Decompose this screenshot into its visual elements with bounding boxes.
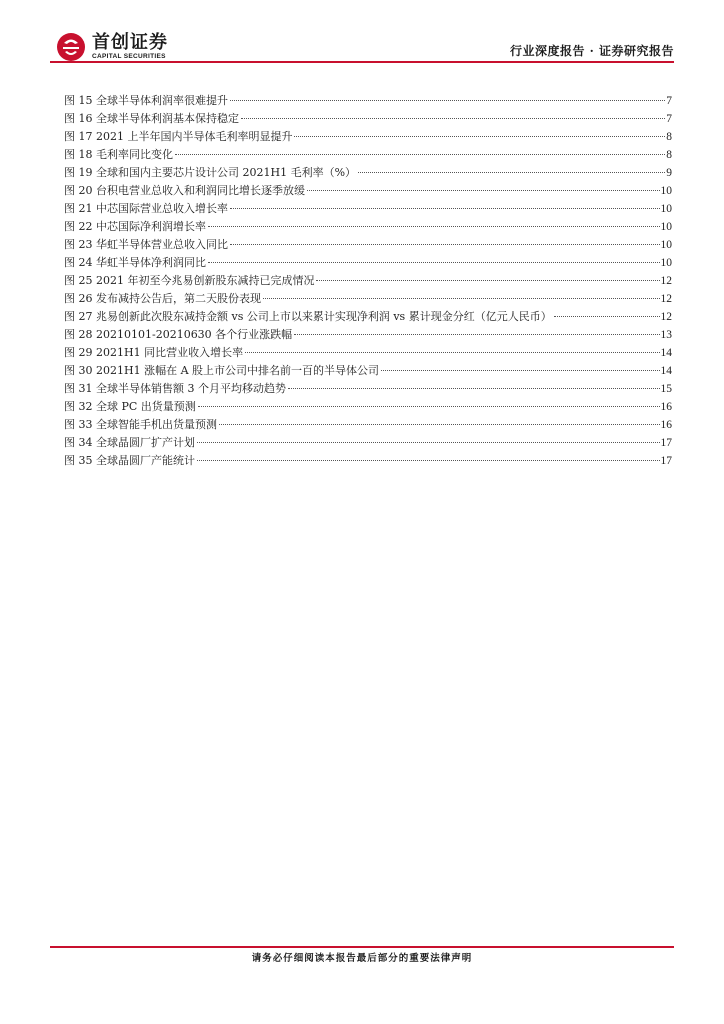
- toc-entry-label[interactable]: 图 33 全球智能手机出货量预测: [64, 418, 217, 431]
- toc-entry-label[interactable]: 图 26 发布减持公告后，第二天股份表现: [64, 292, 261, 305]
- toc-dot-leader: [358, 172, 665, 173]
- toc-dot-leader: [245, 352, 659, 353]
- toc-entry[interactable]: [64, 344, 672, 362]
- legal-disclaimer: 请务必仔细阅读本报告最后部分的重要法律声明: [251, 953, 473, 964]
- toc-entry[interactable]: [64, 452, 672, 470]
- toc-entry-page-number[interactable]: 14: [660, 365, 672, 377]
- toc-entry-label[interactable]: 图 20 台积电营业总收入和利润同比增长逐季放缓: [64, 184, 305, 197]
- toc-dot-leader: [288, 388, 660, 389]
- toc-entry[interactable]: [64, 200, 672, 218]
- toc-entry-label[interactable]: 图 32 全球 PC 出货量预测: [64, 400, 196, 413]
- toc-entry[interactable]: [64, 416, 672, 434]
- report-type-label: 行业深度报告 · 证券研究报告: [509, 44, 674, 58]
- toc-dot-leader: [197, 460, 660, 461]
- toc-dot-leader: [230, 244, 660, 245]
- toc-entry-page-number[interactable]: 10: [660, 185, 672, 197]
- toc-entry-label[interactable]: 图 24 华虹半导体净利润同比: [64, 256, 206, 269]
- toc-dot-leader: [198, 406, 660, 407]
- toc-dot-leader: [241, 118, 665, 119]
- toc-dot-leader: [208, 262, 660, 263]
- toc-entry-label[interactable]: 图 17 2021 上半年国内半导体毛利率明显提升: [64, 130, 293, 143]
- toc-dot-leader: [307, 190, 660, 191]
- toc-dot-leader: [263, 298, 660, 299]
- toc-entry-page-number[interactable]: 8: [666, 131, 672, 143]
- toc-entry[interactable]: [64, 434, 672, 452]
- logo-english-name: CAPITAL SECURITIES: [92, 53, 166, 60]
- footer-divider: [50, 946, 674, 948]
- toc-entry[interactable]: [64, 218, 672, 236]
- toc-dot-leader: [175, 154, 665, 155]
- toc-entry-page-number[interactable]: 7: [666, 95, 672, 107]
- toc-dot-leader: [197, 442, 660, 443]
- figure-index-list: [64, 92, 672, 470]
- toc-entry-page-number[interactable]: 7: [666, 113, 672, 125]
- toc-entry[interactable]: [64, 92, 672, 110]
- toc-entry-page-number[interactable]: 10: [660, 203, 672, 215]
- toc-dot-leader: [316, 280, 659, 281]
- toc-entry-page-number[interactable]: 17: [660, 437, 672, 449]
- toc-entry-page-number[interactable]: 10: [660, 239, 672, 251]
- toc-entry-page-number[interactable]: 16: [660, 401, 672, 413]
- toc-entry[interactable]: [64, 146, 672, 164]
- toc-entry-page-number[interactable]: 12: [660, 311, 672, 323]
- toc-dot-leader: [208, 226, 660, 227]
- toc-entry-label[interactable]: 图 18 毛利率同比变化: [64, 148, 173, 161]
- toc-entry[interactable]: [64, 272, 672, 290]
- toc-entry-label[interactable]: 图 22 中芯国际净利润增长率: [64, 220, 206, 233]
- toc-entry[interactable]: [64, 164, 672, 182]
- toc-entry[interactable]: [64, 128, 672, 146]
- toc-entry-label[interactable]: 图 30 2021H1 涨幅在 A 股上市公司中排名前一百的半导体公司: [64, 364, 380, 377]
- toc-entry-label[interactable]: 图 31 全球半导体销售额 3 个月平均移动趋势: [64, 382, 286, 395]
- toc-entry-page-number[interactable]: 12: [660, 275, 672, 287]
- toc-entry-page-number[interactable]: 9: [666, 167, 672, 179]
- toc-entry-page-number[interactable]: 15: [660, 383, 672, 395]
- toc-entry-label[interactable]: 图 29 2021H1 同比营业收入增长率: [64, 346, 244, 359]
- toc-entry[interactable]: [64, 326, 672, 344]
- toc-entry-label[interactable]: 图 15 全球半导体利润率很难提升: [64, 94, 228, 107]
- toc-entry[interactable]: [64, 254, 672, 272]
- logo-chinese-name: 首创证券: [92, 32, 168, 53]
- company-logo: [56, 32, 168, 62]
- toc-dot-leader: [554, 316, 660, 317]
- toc-entry-label[interactable]: 图 28 20210101-20210630 各个行业涨跌幅: [64, 328, 293, 341]
- toc-entry[interactable]: [64, 398, 672, 416]
- toc-entry-page-number[interactable]: 10: [660, 257, 672, 269]
- toc-dot-leader: [230, 100, 665, 101]
- toc-entry-label[interactable]: 图 19 全球和国内主要芯片设计公司 2021H1 毛利率（%）: [64, 166, 357, 179]
- toc-entry-label[interactable]: 图 27 兆易创新此次股东减持金额 vs 公司上市以来累计实现净利润 vs 累计现金分红（亿元人民币）: [64, 310, 552, 323]
- toc-entry[interactable]: [64, 380, 672, 398]
- toc-entry-page-number[interactable]: 8: [666, 149, 672, 161]
- toc-entry-page-number[interactable]: 16: [660, 419, 672, 431]
- page-header: [50, 30, 674, 62]
- toc-dot-leader: [230, 208, 660, 209]
- toc-entry[interactable]: [64, 110, 672, 128]
- toc-dot-leader: [294, 136, 665, 137]
- toc-entry-page-number[interactable]: 17: [660, 455, 672, 467]
- toc-entry-page-number[interactable]: 13: [660, 329, 672, 341]
- toc-entry-label[interactable]: 图 21 中芯国际营业总收入增长率: [64, 202, 228, 215]
- toc-entry[interactable]: [64, 236, 672, 254]
- header-divider: [50, 61, 674, 63]
- toc-entry-page-number[interactable]: 14: [660, 347, 672, 359]
- toc-dot-leader: [219, 424, 660, 425]
- toc-entry-label[interactable]: 图 34 全球晶圆厂扩产计划: [64, 436, 195, 449]
- toc-entry-label[interactable]: 图 35 全球晶圆厂产能统计: [64, 454, 195, 467]
- toc-entry-label[interactable]: 图 23 华虹半导体营业总收入同比: [64, 238, 228, 251]
- toc-entry-page-number[interactable]: 10: [660, 221, 672, 233]
- toc-entry[interactable]: [64, 290, 672, 308]
- toc-entry-label[interactable]: 图 25 2021 年初至今兆易创新股东减持已完成情况: [64, 274, 315, 287]
- toc-entry-page-number[interactable]: 12: [660, 293, 672, 305]
- toc-entry[interactable]: [64, 308, 672, 326]
- toc-entry[interactable]: [64, 362, 672, 380]
- toc-dot-leader: [294, 334, 659, 335]
- toc-entry[interactable]: [64, 182, 672, 200]
- toc-dot-leader: [381, 370, 659, 371]
- capital-securities-logo-icon: [56, 32, 86, 62]
- toc-entry-label[interactable]: 图 16 全球半导体利润基本保持稳定: [64, 112, 239, 125]
